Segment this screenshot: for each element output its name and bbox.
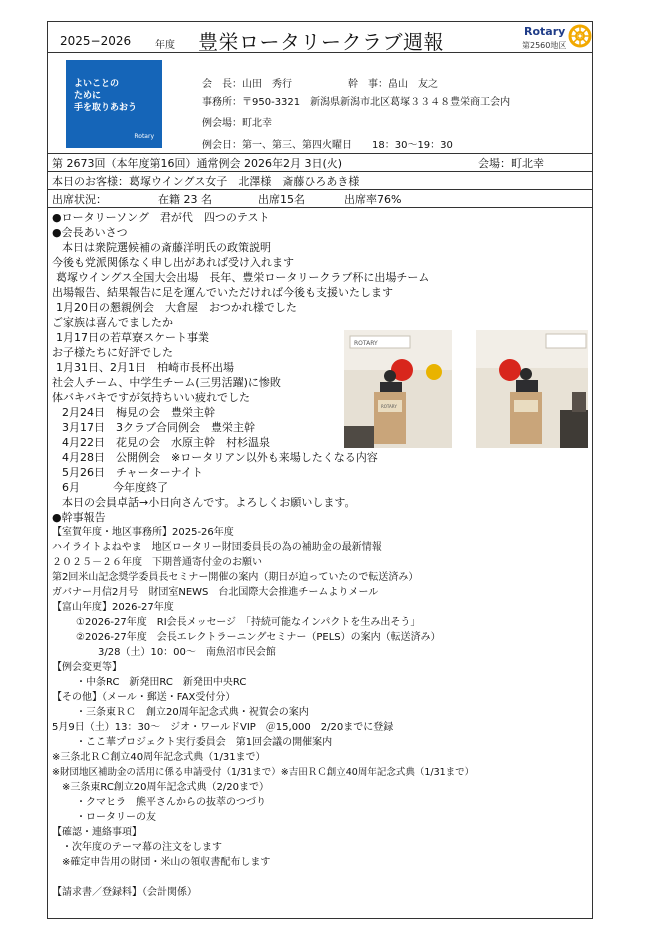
theme-text: よいことの ために 手を取りあおう [74, 79, 138, 113]
header-year: 2025−2026 [60, 34, 132, 48]
meeting-row [48, 154, 592, 172]
report-line: ※三条北ＲＣ創立40周年記念式典（1/31まで） [52, 752, 266, 763]
report-line: 【確認・連絡事項】 [52, 827, 142, 838]
office-address: 事務所：〒950-3321 新潟県新潟市北区葛塚３３４８豊栄商工会内 [202, 97, 511, 108]
report-line: 3/28（土）10：00～ 南魚沼市民会館 [98, 647, 276, 658]
talk-line: 6月 今年度終了 [62, 481, 168, 494]
report-line: ・クマヒラ 熊平さんからの抜萃のつづり [76, 797, 266, 808]
talk-line: 出場報告、結果報告に足を運んでいただければ今後も支援いたします [52, 286, 393, 299]
talk-line: 4月28日 公開例会 ※ロータリアン以外も来場したくなる内容 [62, 451, 378, 464]
theme-logo: Rotary [134, 133, 154, 140]
guests-row [48, 172, 592, 190]
talk-line: 体バキバキですが気持ちいい疲れでした [52, 391, 250, 404]
talk-line: 1月20日の懇親例会 大倉屋 おつかれ様でした [56, 301, 297, 314]
guests-text: 本日のお客様：葛塚ウイングス女子 北澤様 斎藤ひろあき様 [52, 175, 360, 188]
talk-line: 葛塚ウイングス全国大会出場 長年、豊栄ロータリークラブ杯に出場チーム [56, 271, 430, 284]
meeting-venue-line: 会場：町北幸 [478, 157, 544, 170]
theme-panel [66, 60, 162, 148]
report-line: ・中条RC 新発田RC 新発田中央RC [76, 677, 247, 688]
rotary-song: ●ロータリーソング 君が代 四つのテスト [52, 211, 270, 224]
report-line: ※財団地区補助金の活用に係る申請受付（1/31まで）※吉田ＲＣ創立40周年記念式典（1/31まで） [52, 767, 475, 778]
report-line: ・ここ華プロジェクト実行委員会 第1回会議の開催案内 [76, 737, 333, 748]
report-line: ②2026-27年度 会長エレクトラーニングセミナー（PELS）の案内（転送済み） [76, 632, 441, 643]
report-line: 【室賀年度・地区事務所】2025-26年度 [52, 527, 234, 538]
talk-line: 社会人チーム、中学生チーム(三男活躍)に惨敗 [52, 376, 281, 389]
meeting-number: 第 2673回（本年度第16回）通常例会 2026年2月 3日(火) [52, 157, 343, 170]
report-line: ・三条東ＲＣ 創立20周年記念式典・祝賀会の案内 [76, 707, 309, 718]
talk-line: 4月22日 花見の会 水原主幹 村杉温泉 [62, 436, 270, 449]
report-line: 5月9日（土）13：30～ ジオ・ワールドVIP ＠15,000 2/20までに登録 [52, 722, 394, 733]
report-line: ガバナー月信2月号 財団室NEWS 台北国際大会推進チームよりメール [52, 587, 379, 598]
banner-text: ROTARY [354, 340, 378, 347]
report-line: ２０２５－２６年度 下期普通寄付金のお願い [52, 557, 262, 568]
newsletter-header [48, 22, 592, 53]
report-line: ①2026-27年度 RI会長メッセージ 「持続可能なインパクトを生み出そう」 [76, 617, 421, 628]
report-line: ハイライトよねやま 地区ロータリー財団委員長の為の補助金の最新情報 [52, 542, 382, 553]
talk-line: 1月17日の若草寮スケート事業 [56, 331, 209, 344]
talk-line: 3月17日 3クラブ合同例会 豊栄主幹 [62, 421, 255, 434]
attendance-label: 出席状況： [52, 193, 107, 206]
talk-line: 5月26日 チャーターナイト [62, 466, 203, 479]
talk-line: お子様たちに好評でした [52, 346, 173, 359]
attendance-members: 在籍 23 名 [158, 193, 212, 206]
president-talk-heading: ●会長あいさつ [52, 226, 128, 239]
talk-line: 2月24日 梅見の会 豊栄主幹 [62, 406, 215, 419]
podium-text: ROTARY [381, 404, 397, 409]
report-line: ※確定申告用の財団・米山の領収書配布します [62, 857, 271, 868]
meeting-photo-left [344, 330, 452, 448]
newsletter-frame [47, 21, 593, 919]
page-title: 豊栄ロータリークラブ週報 [198, 30, 444, 54]
song-row [48, 208, 592, 225]
secretary-name: 幹 事：畠山 友之 [348, 79, 438, 90]
district-label: 第2560地区 [522, 41, 567, 50]
report-line: 【その他】（メール・郵送・FAX受付分） [52, 692, 236, 703]
report-line: ・次年度のテーマ幕の注文をします [62, 842, 222, 853]
report-line: ※三条東RC創立20周年記念式典（2/20まで） [62, 782, 269, 793]
rotary-wheel-icon [568, 24, 592, 48]
report-line: 【例会変更等】 [52, 662, 122, 673]
attendance-rate: 出席率76% [344, 193, 402, 206]
talk-line: 今後も党派関係なく申し出があれば受け入れます [52, 256, 294, 269]
meeting-venue: 例会場：町北幸 [202, 118, 272, 129]
meeting-schedule: 例会日：第一、第三、第四火曜日 18：30～19：30 [202, 140, 453, 151]
meeting-photo-right [476, 330, 588, 448]
report-line: ・ロータリーの友 [76, 812, 156, 823]
report-line: 【富山年度】2026-27年度 [52, 602, 174, 613]
rotary-logo-text: Rotary [524, 25, 566, 38]
talk-line: 本日は衆院選候補の斎藤洋明氏の政策説明 [62, 241, 271, 254]
president-name: 会 長：山田 秀行 [202, 79, 292, 90]
talk-line: 本日の会員卓話→小日向さんです。よろしくお願いします。 [62, 496, 356, 509]
talk-line: 1月31日、2月1日 柏崎市長杯出場 [56, 361, 234, 374]
report-line: 【請求書／登録料】（会計関係） [52, 887, 197, 898]
header-nendo: 年度 [155, 40, 175, 51]
secretary-report-heading: ●幹事報告 [52, 511, 106, 524]
attendance-row [48, 190, 592, 208]
talk-line: ご家族は喜んでましたか [52, 316, 173, 329]
report-line: 第2回米山記念奨学委員長セミナー開催の案内（期日が迫っていたので転送済み） [52, 572, 419, 583]
attendance-present: 出席15名 [258, 193, 305, 206]
club-info [48, 53, 592, 154]
